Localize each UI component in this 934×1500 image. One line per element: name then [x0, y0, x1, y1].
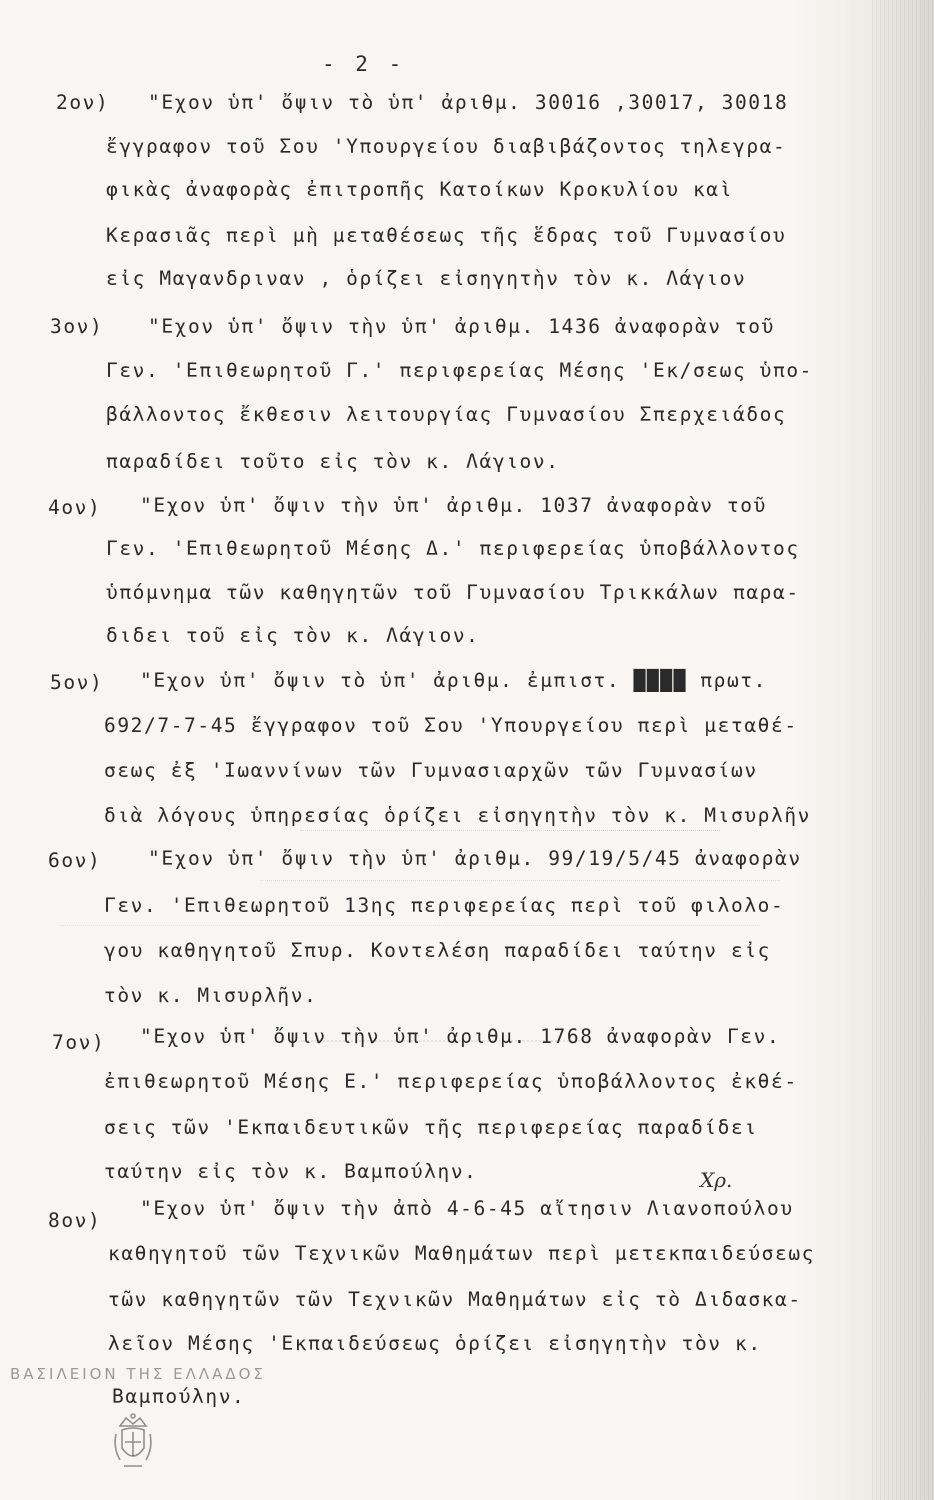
item-text-line: "Εχον ὑπ' ὄψιν τὸ ὑπ' ἀριθμ. ἐμπιστ. ████ πρωτ.: [140, 669, 767, 692]
item-text-line: εἰς Μαγανδριναν , ὁρίζει εἰσηγητὴν τὸν κ. Λάγιον: [106, 267, 747, 290]
item-text-line: καθηγητοῦ τῶν Τεχνικῶν Μαθημάτων περὶ μετεκπαιδεύσεως: [108, 1242, 816, 1265]
item-text-line: βάλλοντος ἔκθεσιν λειτουργίας Γυμνασίου Σπερχειάδος: [106, 403, 787, 426]
bleed-through-text: [60, 925, 760, 936]
bleed-through-text: [300, 830, 720, 841]
item-text-line: Κερασιᾶς περὶ μὴ μεταθέσεως τῆς ἕδρας τοῦ Γυμνασίου: [106, 224, 787, 247]
item-text-line: "Εχον ὑπ' ὄψιν τὴν ὑπ' ἀριθμ. 1768 ἀναφορὰν Γεν.: [140, 1025, 781, 1048]
item-number: 2ον): [56, 91, 110, 114]
item-text-line: φικὰς ἀναφορὰς ἐπιτροπῆς Κατοίκων Κροκυλίου καὶ: [106, 178, 733, 201]
item-text-line: παραδίδει τοῦτο εἰς τὸν κ. Λάγιον.: [106, 450, 560, 473]
item-text-line: σεως ἐξ 'Ιωαννίνων τῶν Γυμνασιαρχῶν τῶν Γυμνασίων: [104, 759, 758, 782]
item-text-line: "Εχον ὑπ' ὄψιν τὴν ὑπ' ἀριθμ. 1436 ἀναφορὰν τοῦ: [148, 315, 775, 338]
page-number: - 2 -: [322, 52, 406, 76]
item-text-line: Γεν. 'Επιθεωρητοῦ Γ.' περιφερείας Μέσης 'Εκ/σεως ὑπο-: [106, 359, 814, 382]
item-number: 7ον): [52, 1031, 106, 1054]
item-text-line: "Εχον ὑπ' ὄψιν τὴν ὑπ' ἀριθμ. 1037 ἀναφορὰν τοῦ: [140, 494, 767, 517]
item-text-line: Γεν. 'Επιθεωρητοῦ 13ης περιφερείας περὶ τοῦ φιλολο-: [104, 894, 785, 917]
crown-emblem-icon: [110, 1412, 156, 1472]
item-text-line: διδει τοῦ εἰς τὸν κ. Λάγιον.: [106, 624, 480, 647]
item-text-line: "Εχον ὑπ' ὄψιν τὸ ὑπ' ἀριθμ. 30016 ,30017, 30018: [148, 91, 789, 114]
item-text-line: ἔγγραφον τοῦ Σου 'Υπουργείου διαβιβάζοντος τηλεγρα-: [106, 135, 787, 158]
item-text-line: διὰ λόγους ὑπηρεσίας ὁρίζει εἰσηγητὴν τὸν κ. Μισυρλῆν: [104, 804, 812, 827]
item-text-line: ἐπιθεωρητοῦ Μέσης Ε.' περιφερείας ὑποβάλλοντος ἐκθέ-: [104, 1070, 798, 1093]
item-number: 8ον): [48, 1209, 102, 1232]
item-text-line: λεῖον Μέσης 'Εκπαιδεύσεως ὁρίζει εἰσηγητὴν τὸν κ.: [108, 1332, 762, 1355]
stamp-text: ΒΑΣΙΛΕΙΟΝ ΤΗΣ ΕΛΛΑΔΟΣ: [10, 1365, 266, 1383]
item-number: 6ον): [48, 849, 102, 872]
handwritten-annotation: Χρ.: [700, 1168, 733, 1192]
item-text-line: τῶν καθηγητῶν τῶν Τεχνικῶν Μαθημάτων εἰς τὸ Διδασκα-: [108, 1288, 802, 1311]
item-text-line: Βαμπούλην.: [112, 1385, 246, 1408]
item-text-line: γου καθηγητοῦ Σπυρ. Κοντελέση παραδίδει ταύτην εἰς: [104, 939, 771, 962]
item-number: 5ον): [50, 671, 104, 694]
item-text-line: ὑπόμνημα τῶν καθηγητῶν τοῦ Γυμνασίου Τρικκάλων παρα-: [106, 581, 800, 604]
item-text-line: σεις τῶν 'Εκπαιδευτικῶν τῆς περιφερείας παραδίδει: [104, 1116, 758, 1139]
item-text-line: τὸν κ. Μισυρλῆν.: [104, 984, 318, 1007]
item-text-line: 692/7-7-45 ἔγγραφον τοῦ Σου 'Υπουργείου περὶ μεταθέ-: [104, 714, 798, 737]
bleed-through-text: [260, 880, 780, 891]
page-edge-shadow: [872, 0, 934, 1500]
item-text-line: "Εχον ὑπ' ὄψιν τὴν ὑπ' ἀριθμ. 99/19/5/45 ἀναφορὰν: [148, 847, 802, 870]
item-number: 3ον): [50, 315, 104, 338]
item-text-line: ταύτην εἰς τὸν κ. Βαμπούλην.: [104, 1160, 478, 1183]
item-text-line: "Εχον ὑπ' ὄψιν τὴν ἀπὸ 4-6-45 αἴτησιν Λιανοπούλου: [140, 1197, 794, 1220]
item-text-line: Γεν. 'Επιθεωρητοῦ Μέσης Δ.' περιφερείας ὑποβάλλοντος: [106, 537, 800, 560]
item-number: 4ον): [48, 496, 102, 519]
